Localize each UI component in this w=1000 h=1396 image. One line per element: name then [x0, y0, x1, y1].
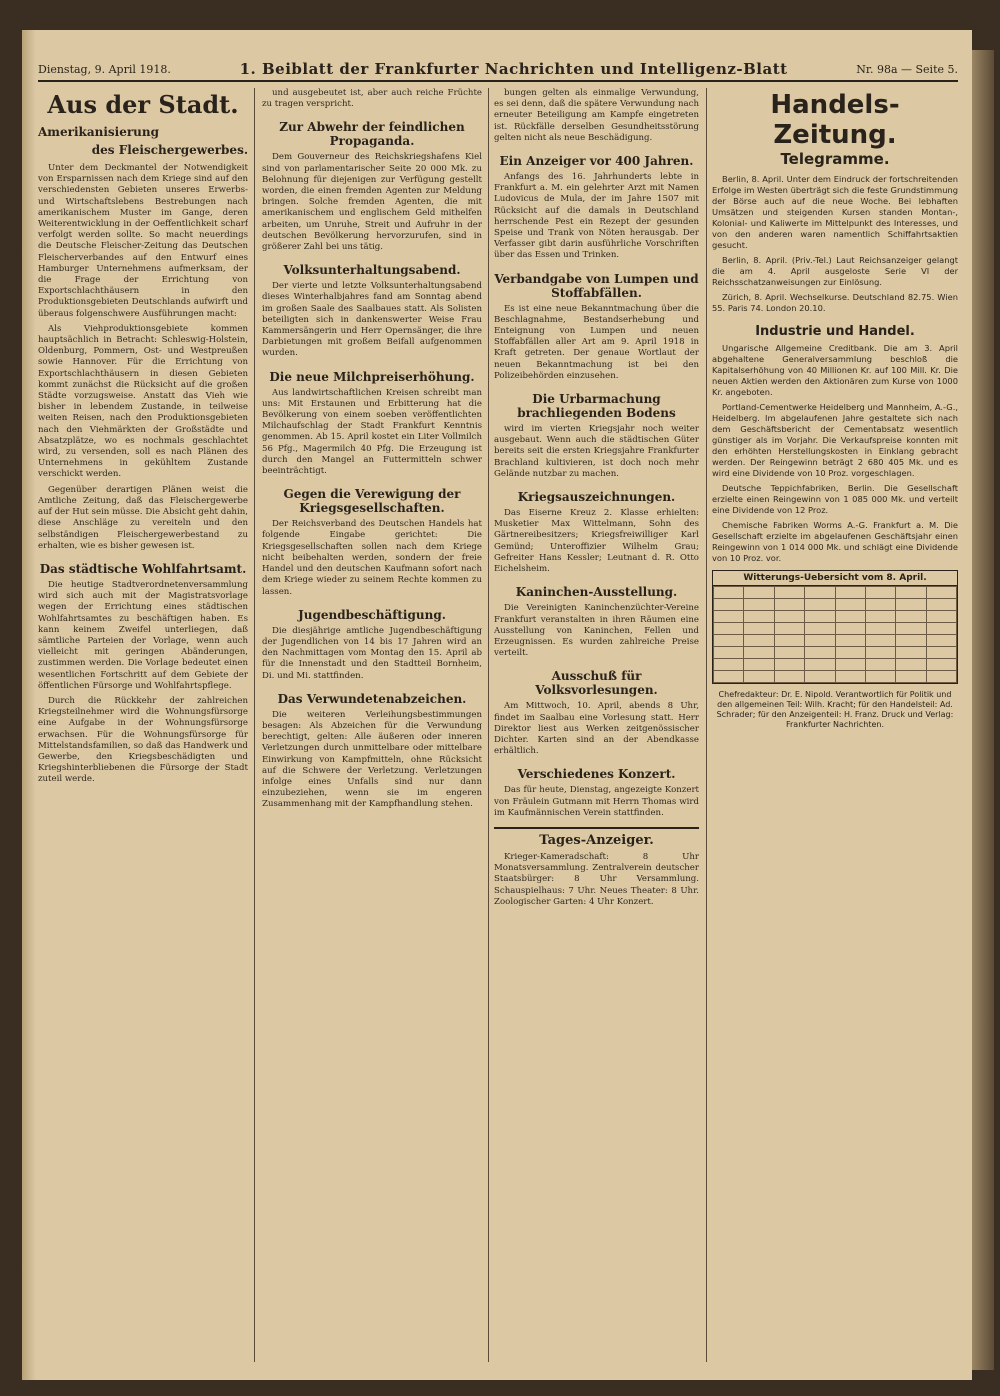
article-title: Jugendbeschäftigung.	[298, 607, 446, 622]
article-paragraph: Am Mittwoch, 10. April, abends 8 Uhr, findet im Saalbau eine Vorlesung statt. Herr Direktor liest aus Werken zeitgenössischer Dichter. Karten sind an der Abendkasse erhältlich.	[494, 701, 699, 757]
column-rule	[254, 88, 255, 1362]
article-paragraph: Berlin, 8. April. (Priv.-Tel.) Laut Reichsanzeiger gelangt die am 4. April ausgeloste Serie VI der Reichsschatzanweisungen zur Einlösung.	[712, 255, 958, 287]
article-paragraph: Der vierte und letzte Volksunterhaltungsabend dieses Winterhalbjahres fand am Sonntag abend im großen Saale des Saalbaues statt. Als Solisten beteiligten sich in dankenswerter Weise Frau Kammersängerin und Herr Opernsänger, die ihre Darbietungen mit großem Beifall aufgenommen wurden.	[262, 281, 482, 359]
header-title: 1. Beiblatt der Frankfurter Nachrichten und Intelligenz-Blatt	[239, 60, 788, 78]
section-title: Industrie und Handel.	[755, 324, 915, 339]
section-title: Aus der Stadt.	[47, 90, 239, 119]
article-paragraph: und ausgebeutet ist, aber auch reiche Früchte zu tragen verspricht.	[262, 88, 482, 110]
article-title: Verschiedenes Konzert.	[517, 767, 676, 782]
article-paragraph: bungen gelten als einmalige Verwundung, es sei denn, daß die spätere Verwundung nach erneuter Beteiligung am Kampfe eingetreten ist. Rückfälle derselben Gesundheitsstörung gelten nicht als neue Beschädigung.	[494, 88, 699, 143]
article-paragraph: Ungarische Allgemeine Creditbank. Die am 3. April abgehaltene Generalversammlung beschloß die Kapitalserhöhung von 40 Millionen Kr. auf 100 Mill. Kr. Die neuen Aktien werden den Aktionären zum Kurse von 1000 Kr. angeboten.	[712, 343, 958, 397]
column-2	[262, 88, 482, 1362]
article-title: Ein Anzeiger vor 400 Jahren.	[499, 154, 694, 169]
article-title: Amerikanisierung	[38, 125, 160, 139]
article-paragraph: Das Eiserne Kreuz 2. Klasse erhielten: Musketier Max Wittelmann, Sohn des Gärtnereibesitzers; Kriegsfreiwilliger Karl Gemünd; Unteroffizier Wilhelm Grau; Gefreiter Hans Kessler; Leutnant d. R. Otto Eichelsheim.	[494, 508, 699, 575]
article-paragraph: Zürich, 8. April. Wechselkurse. Deutschland 82.75. Wien 55. Paris 74. London 20.10.	[712, 292, 958, 313]
article-paragraph: Durch die Rückkehr der zahlreichen Kriegsteilnehmer wird die Wohnungsfürsorge eine Aufgabe in der Wohnungsfürsorge erwachsen. Für die Wohnungsfürsorge für Mittelstandsfamilien, so daß das Handwerk und Gewerbe, den Kriegsbeschädigten und Kriegshinterbliebenen die Fürsorge der Stadt zuteil werde.	[38, 695, 248, 785]
page-header	[38, 58, 958, 82]
article-title: Das städtische Wohlfahrtsamt.	[39, 561, 247, 576]
article-paragraph: Anfangs des 16. Jahrhunderts lebte in Frankfurt a. M. ein gelehrter Arzt mit Namen Ludovicus de Mula, der im Jahre 1507 mit Rücksicht auf die damals in Deutschland herrschende Pest ein Rezept der gesunden Speise und Trank von Nöten herausgab. Der Verfasser gibt darin ausführliche Vorschriften über das Essen und Trinken.	[494, 172, 699, 261]
article-paragraph: Deutsche Teppichfabriken, Berlin. Die Gesellschaft erzielte einen Reingewinn von 1 085 000 Mk. und verteilt eine Dividende von 12 Proz.	[712, 483, 958, 515]
column-rule	[488, 88, 489, 1362]
weather-table	[712, 570, 958, 684]
article-title: Gegen die Verewigung der Kriegsgesellschaften.	[283, 487, 461, 516]
header-page-number: Nr. 98a — Seite 5.	[856, 62, 958, 76]
article-paragraph: Portland-Cementwerke Heidelberg und Mannheim, A.-G., Heidelberg. Im abgelaufenen Jahre gestaltete sich nach dem Geschäftsbericht der Cementabsatz wesentlich günstiger als im Vorjahr. Die Verkaufspreise konnten mit den erhöhten Herstellungskosten in Einklang gebracht werden. Der Reingewinn beträgt 2 680 405 Mk. und es wird eine Dividende von 10 Proz. vorgeschlagen.	[712, 402, 958, 478]
article-paragraph: Krieger-Kameradschaft: 8 Uhr Monatsversammlung. Zentralverein deutscher Staatsbürger: 8 Uhr Versammlung. Schauspielhaus: 7 Uhr. Neues Theater: 8 Uhr. Zoologischer Garten: 4 Uhr Konzert.	[494, 851, 699, 907]
article-paragraph: Die heutige Stadtverordnetenversammlung wird sich auch mit der Magistratsvorlage wegen der Errichtung eines städtischen Wohlfahrtsamtes zu beschäftigen haben. Es kann keinem Zweifel unterliegen, daß sämtliche Parteien der Vorlage, wenn auch vielleicht mit geringen Abänderungen, zustimmen werden. Die Vorlage bedeutet einen wesentlichen Fortschritt auf dem Gebiete der öffentlichen Fürsorge und Wohlfahrtspflege.	[38, 579, 248, 691]
article-title: des Fleischergewerbes.	[91, 143, 248, 157]
article-title: Kaninchen-Ausstellung.	[515, 585, 678, 600]
article-title: Verbandgabe von Lumpen und Stoffabfällen.	[494, 271, 699, 300]
article-paragraph: wird im vierten Kriegsjahr noch weiter ausgebaut. Wenn auch die städtischen Güter bereits seit die ersten Kriegsjahre Frankfurter Brachland kultivieren, ist doch noch mehr Gelände nutzbar zu machen.	[494, 424, 699, 479]
weather-grid	[713, 586, 957, 683]
article-title: Zur Abwehr der feindlichen Propaganda.	[279, 120, 465, 149]
article-title: Die neue Milchpreiserhöhung.	[269, 369, 475, 384]
handels-zeitung-title: Handels-Zeitung.	[770, 90, 900, 150]
article-title: Ausschuß für Volksvorlesungen.	[535, 669, 658, 698]
article-title: Die Urbarmachung brachliegenden Bodens	[517, 392, 676, 421]
article-title: Das Verwundetenabzeichen.	[277, 691, 467, 706]
column-4	[712, 88, 958, 1362]
newspaper-page	[22, 30, 972, 1380]
column-rule	[706, 88, 707, 1362]
article-paragraph: Die weiteren Verleihungsbestimmungen besagen: Als Abzeichen für die Verwundung berechtigt, gelten: Alle äußeren oder inneren Verletzungen durch unmittelbare oder mittelbare Einwirkung von Kampfmitteln, ohne Rücksicht auf die Schwere der Verletzung. Verletzungen infolge eines Unfalls sind nur dann einzubeziehen, wenn sie im engeren Zusammenhang mit der Kampfhandlung stehen.	[262, 709, 482, 810]
article-paragraph: Es ist eine neue Bekanntmachung über die Beschlagnahme, Bestandserhebung und Enteignung von Lumpen und neuen Stoffabfällen aller Art am 9. April 1918 in Kraft getreten. Der genaue Wortlaut der neuen Bekanntmachung ist bei den Polizeibehörden einzusehen.	[494, 303, 699, 381]
telegramme-subtitle: Telegramme.	[780, 150, 890, 168]
article-paragraph: Die diesjährige amtliche Jugendbeschäftigung der Jugendlichen von 14 bis 17 Jahren wird an den Nachmittagen vom Montag den 15. April ab für die Innenstadt und den Stadtteil Bornheim, Di. und Mi. stattfinden.	[262, 625, 482, 681]
article-title: Kriegsauszeichnungen.	[517, 490, 676, 505]
article-paragraph: Chemische Fabriken Worms A.-G. Frankfurt a. M. Die Gesellschaft erzielte im abgelaufenen Geschäftsjahr einen Reingewinn von 1 014 000 Mk. und schlägt eine Dividende von 10 Proz. vor.	[712, 520, 958, 563]
header-date: Dienstag, 9. April 1918.	[38, 62, 171, 76]
article-paragraph: Unter dem Deckmantel der Notwendigkeit von Ersparnissen nach dem Kriege sind auf den verschiedensten Gebieten unseres Erwerbs- und Wirtschaftslebens Bestrebungen nach amerikanischem Muster im Gange, deren Weiterentwicklung in der Oeffentlichkeit scharf verfolgt werden sollte. So macht neuerdings die Deutsche Fleischer-Zeitung das Deutschen Fleischerverbandes auf den Entwurf eines Hamburger Unternehmens aufmerksam, der die Frage der Errichtung von Exportschlachthäusern in den Produktionsgebieten Deutschlands aufwirft und überaus folgenschwere Ausführungen macht:	[38, 163, 248, 319]
article-paragraph: Aus landwirtschaftlichen Kreisen schreibt man uns: Mit Erstaunen und Erbitterung hat die Bevölkerung von einem soeben veröffentlichten Milchaufschlag der Stadt Frankfurt Kenntnis genommen. Ab 15. April kostet ein Liter Vollmilch 56 Pfg., Magermilch 40 Pfg. Die Erzeugung ist durch den Mangel an Futtermitteln schwer beeinträchtigt.	[262, 387, 482, 477]
tages-anzeiger-title: Tages-Anzeiger.	[494, 827, 699, 848]
imprint-footer: Chefredakteur: Dr. E. Nipold. Verantwortlich für Politik und den allgemeinen Teil: Wilh. Kracht; für den Handelsteil: Ad. Schrader; für den Anzeigenteil: H. Franz. Druck und Verlag: Frankfurter Nachrichten.	[716, 690, 954, 729]
article-paragraph: Dem Gouverneur des Reichskriegshafens Kiel sind von parlamentarischer Seite 20 000 Mk. zu Belohnung für diejenigen zur Verfügung gestellt worden, die einen fremden Agenten zur Meldung bringen. Solche fremden Agenten, die mit amerikanischem und englischem Geld mithelfen arbeiten, um Unruhe, Streit und Aufruhr in der deutschen Bevölkerung hervorzurufen, sind in größerer Zahl bei uns tätig.	[262, 152, 482, 253]
column-3	[494, 88, 699, 1362]
article-paragraph: Als Viehproduktionsgebiete kommen hauptsächlich in Betracht: Schleswig-Holstein, Oldenburg, Pommern, Ost- und Westpreußen sowie Hannover. Für die Errichtung von Exportschlachthäusern in diesen Gebieten kommt zunächst die Rücksicht auf die großen Städte vorzugsweise. Anstatt das Vieh wie bisher in lebendem Zustande, in teilweise weiten Reisen, nach den Produktionsgebieten nach den Viehmärkten der Großstädte und Absatzplätze, wo es nochmals geschlachtet wird, zu versenden, soll es nach Plänen des Unternehmens in gekühltem Zustande verschickt werden.	[38, 323, 248, 480]
page-edge	[972, 50, 994, 1370]
weather-table-title: Witterungs-Uebersicht vom 8. April.	[713, 571, 957, 586]
article-paragraph: Berlin, 8. April. Unter dem Eindruck der fortschreitenden Erfolge im Westen überträgt sich die feste Grundstimmung der Börse auch auf die neue Woche. Bei lebhaften Umsätzen und steigenden Kursen standen Montan-, Kolonial- und Kaliwerte im Mittelpunkt des Interesses, und von den anderen waren namentlich Schiffahrtsaktien gesucht.	[712, 174, 958, 250]
article-paragraph: Gegenüber derartigen Plänen weist die Amtliche Zeitung, daß das Fleischergewerbe auf der Hut sein müsse. Die Absicht geht dahin, diese Anschläge zu vereiteln und den selbständigen Fleischergewerbestand zu erhalten, wie es bisher gewesen ist.	[38, 484, 248, 551]
article-paragraph: Das für heute, Dienstag, angezeigte Konzert von Fräulein Gutmann mit Herrn Thomas wird im Kaufmännischen Verein stattfinden.	[494, 785, 699, 818]
article-paragraph: Der Reichsverband des Deutschen Handels hat folgende Eingabe gerichtet: Die Kriegsgesellschaften sollen nach dem Kriege nicht beibehalten werden, sondern der freie Handel und den deutschen Kaufmann sofort nach dem Kriege wieder zu seinem Rechte kommen zu lassen.	[262, 519, 482, 597]
article-title: Volksunterhaltungsabend.	[283, 263, 461, 278]
article-paragraph: Die Vereinigten Kaninchenzüchter-Vereine Frankfurt veranstalten in ihren Räumen eine Ausstellung von Kaninchen, Fellen und Erzeugnissen. Es wurden zahlreiche Preise verteilt.	[494, 603, 699, 659]
column-1	[38, 88, 248, 1362]
